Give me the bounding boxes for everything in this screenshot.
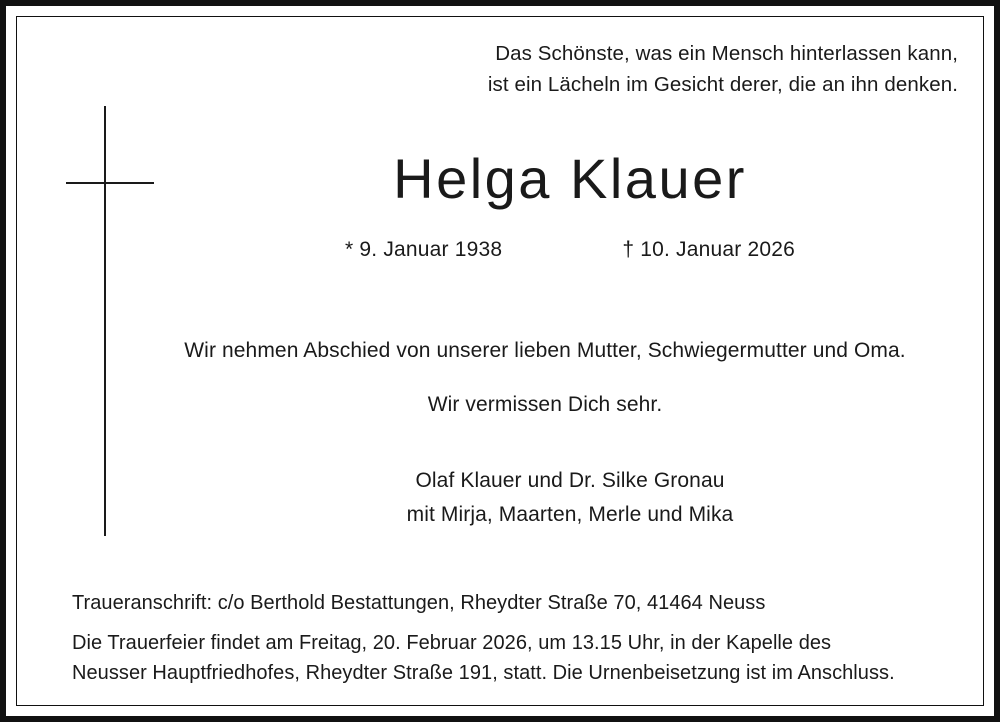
cross-horizontal-bar xyxy=(66,182,154,184)
cross-vertical-bar xyxy=(104,106,106,536)
message-block xyxy=(126,324,964,432)
motto-block xyxy=(6,38,958,100)
message-line-2: Wir vermissen Dich sehr. xyxy=(427,393,663,416)
death-date: † 10. Januar 2026 xyxy=(622,238,796,261)
life-dates xyxy=(176,238,964,262)
motto-line-1: Das Schönste, was ein Mensch hinterlassen kann, xyxy=(495,42,958,65)
family-block xyxy=(176,464,964,532)
cross-icon xyxy=(66,106,156,536)
family-line-1: Olaf Klauer und Dr. Silke Gronau xyxy=(415,469,725,492)
footer-block xyxy=(72,588,954,688)
birth-date: * 9. Januar 1938 xyxy=(344,238,503,261)
deceased-name: Helga Klauer xyxy=(393,147,747,210)
service-line-2: Neusser Hauptfriedhofes, Rheydter Straße 191, statt. Die Urnenbeisetzung ist im Anschluss. xyxy=(72,662,895,684)
service-line-1: Die Trauerfeier findet am Freitag, 20. Februar 2026, um 13.15 Uhr, in der Kapelle des xyxy=(72,632,832,654)
message-line-1: Wir nehmen Abschied von unserer lieben Mutter, Schwiegermutter und Oma. xyxy=(184,339,906,362)
motto-line-2: ist ein Lächeln im Gesicht derer, die an ihn denken. xyxy=(487,73,958,96)
mourning-address: Traueranschrift: c/o Berthold Bestattungen, Rheydter Straße 70, 41464 Neuss xyxy=(72,592,766,614)
family-line-2: mit Mirja, Maarten, Merle und Mika xyxy=(406,503,734,526)
